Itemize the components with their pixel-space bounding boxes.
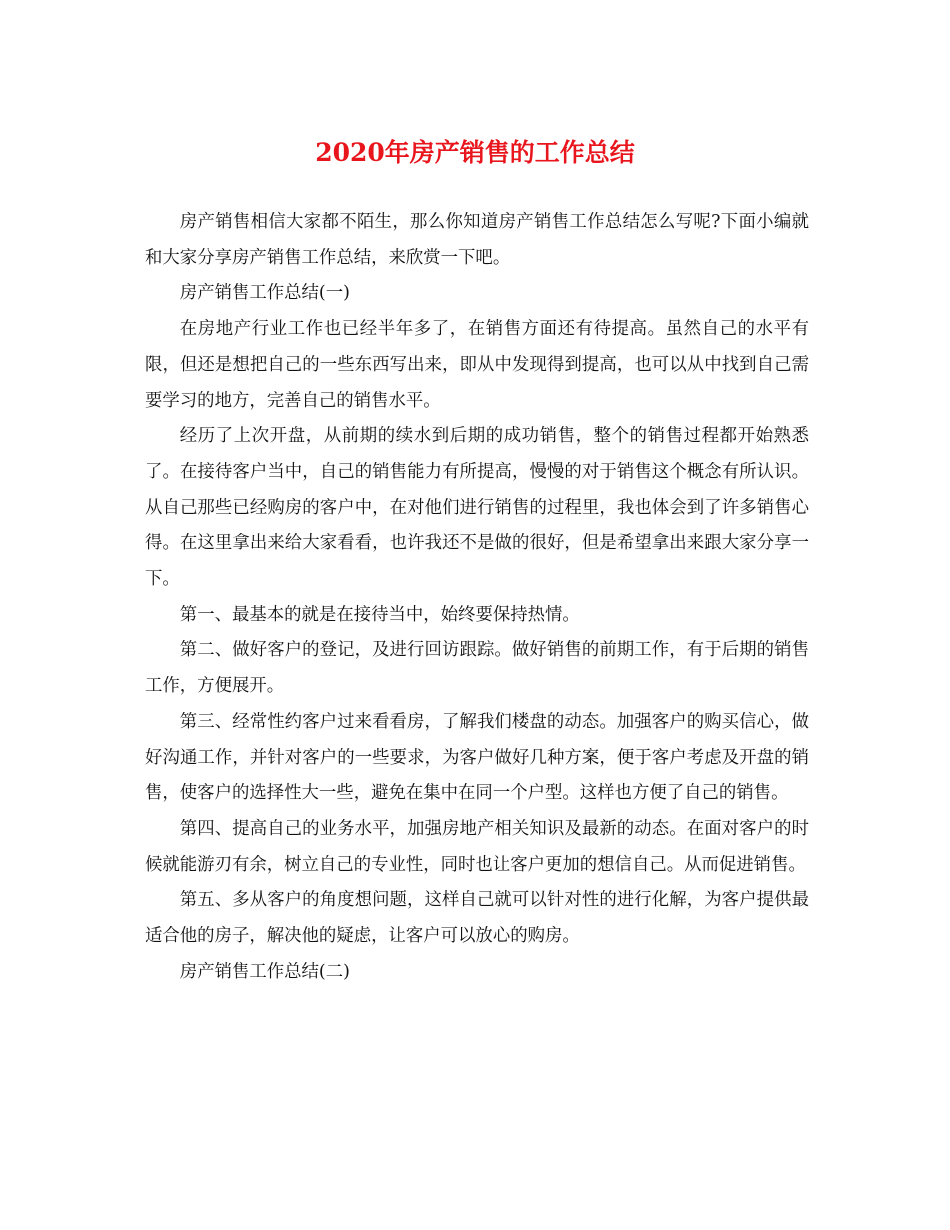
section-heading-2: 房产销售工作总结(二) xyxy=(179,961,350,982)
document-title: 2020年房产销售的工作总结 xyxy=(315,138,635,167)
body-paragraph: 在房地产行业工作也已经半年多了，在销售方面还有待提高。虽然自己的水平有限，但还是想把自己的一些东西写出来，即从中发现得到提高，也可以从中找到自己需要学习的地方，完善自己的销售水平。 xyxy=(145,319,809,411)
list-item-1: 第一、最基本的就是在接待当中，始终要保持热情。 xyxy=(179,604,580,625)
body-paragraph: 经历了上次开盘，从前期的续水到后期的成功销售，整个的销售过程都开始熟悉了。在接待客户当中，自己的销售能力有所提高，慢慢的对于销售这个概念有所认识。从自己那些已经购房的客户中，在对他们进行销售的过程里，我也体会到了许多销售心得。在这里拿出来给大家看看，也许我还不是做的很好，但是希望拿出来跟大家分享一下。 xyxy=(145,426,809,590)
intro-paragraph: 房产销售相信大家都不陌生，那么你知道房产销售工作总结怎么写呢?下面小编就和大家分享房产销售工作总结，来欣赏一下吧。 xyxy=(145,212,809,268)
list-item-2: 第二、做好客户的登记，及进行回访跟踪。做好销售的前期工作，有于后期的销售工作，方便展开。 xyxy=(145,640,809,697)
document-body xyxy=(145,205,809,990)
list-item-4: 第四、提高自己的业务水平，加强房地产相关知识及最新的动态。在面对客户的时候就能游刃有余，树立自己的专业性，同时也让客户更加的想信自己。从而促进销售。 xyxy=(145,818,809,875)
list-item-3: 第三、经常性约客户过来看看房，了解我们楼盘的动态。加强客户的购买信心，做好沟通工作，并针对客户的一些要求，为客户做好几种方案，便于客户考虑及开盘的销售，使客户的选择性大一些，避免在集中在同一个户型。这样也方便了自己的销售。 xyxy=(145,711,809,804)
list-item-5: 第五、多从客户的角度想问题，这样自己就可以针对性的进行化解，为客户提供最适合他的房子，解决他的疑虑，让客户可以放心的购房。 xyxy=(145,890,809,947)
section-heading-1: 房产销售工作总结(一) xyxy=(179,283,350,304)
